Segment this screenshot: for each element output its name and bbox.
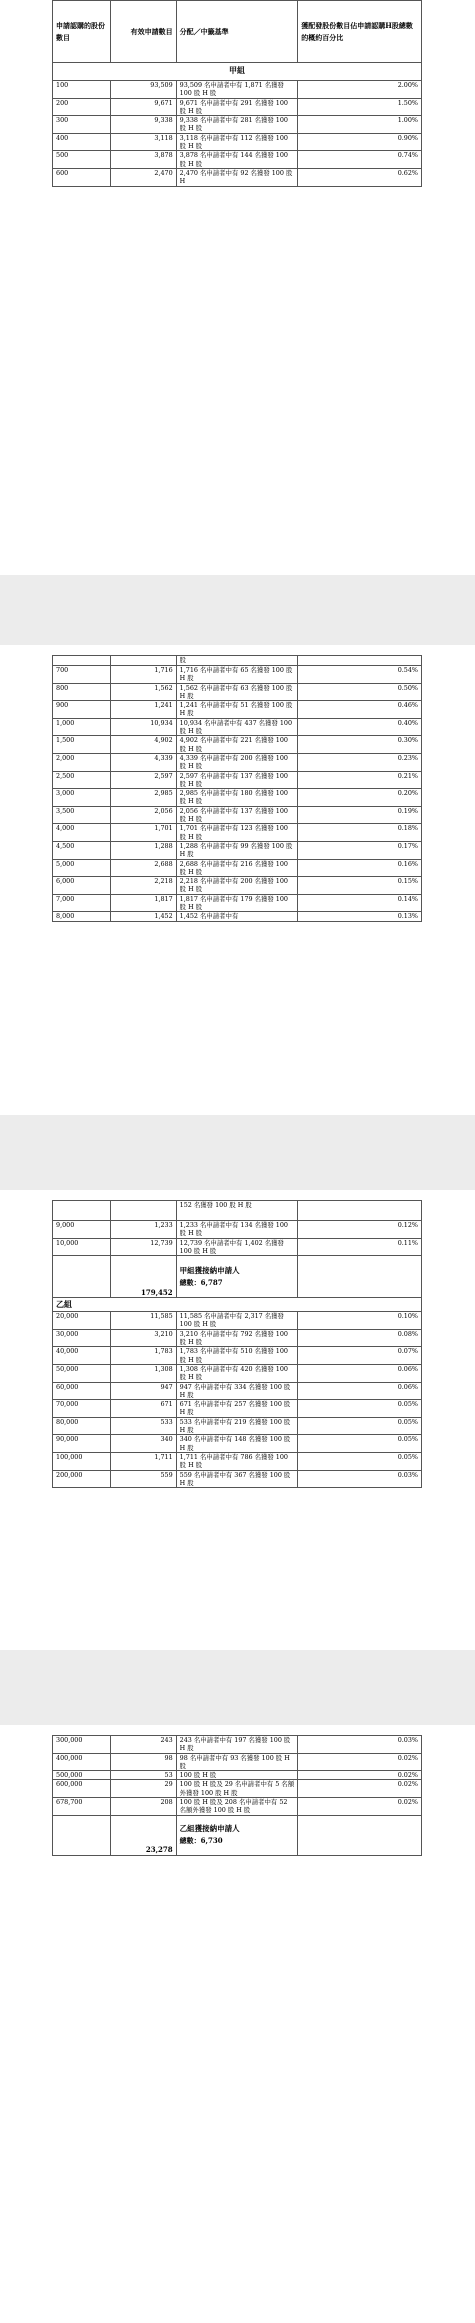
percentage-cell: 0.17% [298,841,422,859]
shares-applied-cell: 678,700 [53,1798,111,1816]
percentage-cell: 0.12% [298,1221,422,1239]
allotment-basis-cell: 1,783 名申請者中有 510 名獲發 100 股 H 股 [176,1347,298,1365]
shares-applied-cell: 100,000 [53,1452,111,1470]
allotment-basis-cell: 100 股 H 股及 29 名申請者中有 5 名額外獲發 100 股 H 股 [176,1780,298,1798]
valid-applications-cell: 11,585 [110,1312,176,1330]
allotment-basis-cell: 1,233 名申請者中有 134 名獲發 100 股 H 股 [176,1221,298,1239]
table-row [53,806,422,824]
percentage-cell: 0.46% [298,701,422,719]
table-row [53,1400,422,1418]
allotment-table-page-4 [52,1735,422,1856]
percentage-cell: 0.30% [298,736,422,754]
table-row [53,1780,422,1798]
table-row [53,1798,422,1816]
percentage-cell: 0.90% [298,133,422,151]
valid-applications-cell: 243 [110,1736,176,1754]
table-row [53,1382,422,1400]
percentage-cell: 0.40% [298,718,422,736]
valid-applications-cell: 4,902 [110,736,176,754]
valid-applications-cell: 559 [110,1470,176,1488]
header-valid-applications: 有效申請數目 [110,1,176,63]
shares-applied-cell: 2,000 [53,753,111,771]
allotment-basis-cell: 2,688 名申請者中有 216 名獲發 100 股 H 股 [176,859,298,877]
table-row [53,133,422,151]
shares-applied-cell: 400 [53,133,111,151]
table-row [53,98,422,116]
shares-applied-cell: 900 [53,701,111,719]
table-header-row [53,1,422,63]
table-row [53,1753,422,1771]
shares-applied-cell: 200 [53,98,111,116]
table-row [53,683,422,701]
pool-b-total-label: 乙組獲接納申請人 [179,1824,240,1834]
allotment-basis-cell: 2,470 名申請者中有 92 名獲發 100 股 H [176,168,298,186]
allotment-basis-cell: 3,210 名申請者中有 792 名獲發 100 股 H 股 [176,1329,298,1347]
table-row [53,1417,422,1435]
table-row [53,168,422,186]
percentage-cell: 0.18% [298,824,422,842]
allotment-basis-cell: 3,878 名申請者中有 144 名獲發 100 股 H 股 [176,151,298,169]
percentage-cell: 0.03% [298,1736,422,1754]
allotment-basis-cell: 2,985 名申請者中有 180 名獲發 100 股 H 股 [176,789,298,807]
shares-applied-cell: 600,000 [53,1780,111,1798]
shares-applied-cell: 90,000 [53,1435,111,1453]
percentage-cell: 1.00% [298,116,422,134]
table-row [53,1312,422,1330]
pool-a-rows-page-2 [53,666,422,922]
table-row [53,841,422,859]
percentage-cell: 0.02% [298,1798,422,1816]
shares-applied-cell: 6,000 [53,877,111,895]
allotment-basis-cell: 93,509 名申請者中有 1,871 名獲發 100 股 H 股 [176,81,298,99]
valid-applications-cell: 208 [110,1798,176,1816]
allotment-basis-cell: 4,902 名申請者中有 221 名獲發 100 股 H 股 [176,736,298,754]
pool-a-total-label: 甲組獲接納申請人 [179,1265,240,1275]
table-row [53,116,422,134]
percentage-cell: 0.02% [298,1753,422,1771]
allotment-basis-cell: 4,339 名申請者中有 200 名獲發 100 股 H 股 [176,753,298,771]
percentage-cell: 0.07% [298,1347,422,1365]
table-row [53,1771,422,1780]
table-row [53,81,422,99]
valid-applications-cell: 533 [110,1417,176,1435]
shares-applied-cell: 5,000 [53,859,111,877]
valid-applications-cell: 93,509 [110,81,176,99]
table-row [53,877,422,895]
table-row [53,736,422,754]
pool-a-rows-page-1 [53,81,422,187]
percentage-cell: 0.08% [298,1329,422,1347]
percentage-cell: 2.00% [298,81,422,99]
valid-applications-cell: 671 [110,1400,176,1418]
pool-a-total-value: 總數：6,787 [179,1277,223,1287]
percentage-cell: 0.10% [298,1312,422,1330]
table-row [53,1364,422,1382]
allotment-table-page-2 [52,655,422,922]
valid-applications-cell: 1,452 [110,912,176,921]
percentage-cell: 0.02% [298,1771,422,1780]
shares-applied-cell: 40,000 [53,1347,111,1365]
shares-applied-cell: 20,000 [53,1312,111,1330]
valid-applications-cell: 1,716 [110,666,176,684]
allotment-basis-cell: 100 股 H 股及 208 名申請者中有 52 名額外獲發 100 股 H 股 [176,1798,298,1816]
valid-applications-cell: 1,783 [110,1347,176,1365]
table-row [53,1238,422,1256]
shares-applied-cell: 4,500 [53,841,111,859]
allotment-table-page-1 [52,0,422,187]
percentage-cell: 0.13% [298,912,422,921]
valid-applications-cell: 12,739 [110,1238,176,1256]
allotment-basis-cell: 12,739 名申請者中有 1,402 名獲發 100 股 H 股 [176,1238,298,1256]
percentage-cell: 0.19% [298,806,422,824]
continuation-text: 股 [176,656,298,666]
shares-applied-cell: 50,000 [53,1364,111,1382]
continuation-text: 152 名獲發 100 股 H 股 [176,1201,298,1221]
shares-applied-cell: 300 [53,116,111,134]
shares-applied-cell: 500,000 [53,1771,111,1780]
table-row [53,666,422,684]
percentage-cell: 0.06% [298,1364,422,1382]
percentage-cell: 0.05% [298,1452,422,1470]
valid-applications-cell: 2,688 [110,859,176,877]
table-row [53,1347,422,1365]
valid-applications-cell: 2,597 [110,771,176,789]
table-row [53,1736,422,1754]
percentage-cell: 0.16% [298,859,422,877]
percentage-cell: 0.06% [298,1382,422,1400]
shares-applied-cell: 8,000 [53,912,111,921]
valid-applications-cell: 9,671 [110,98,176,116]
shares-applied-cell: 70,000 [53,1400,111,1418]
valid-applications-cell: 2,470 [110,168,176,186]
valid-applications-cell: 10,934 [110,718,176,736]
shares-applied-cell: 2,500 [53,771,111,789]
valid-applications-cell: 9,338 [110,116,176,134]
percentage-cell: 0.54% [298,666,422,684]
allotment-basis-cell: 1,701 名申請者中有 123 名獲發 100 股 H 股 [176,824,298,842]
table-row [53,894,422,912]
allotment-basis-cell: 2,056 名申請者中有 137 名獲發 100 股 H 股 [176,806,298,824]
shares-applied-cell: 3,500 [53,806,111,824]
shares-applied-cell: 30,000 [53,1329,111,1347]
valid-applications-cell: 1,817 [110,894,176,912]
valid-applications-cell: 2,985 [110,789,176,807]
valid-applications-cell: 2,056 [110,806,176,824]
pool-b-rows-page-4 [53,1736,422,1816]
table-row [53,1452,422,1470]
valid-applications-cell: 53 [110,1771,176,1780]
allotment-basis-cell: 1,241 名申請者中有 51 名獲發 100 股 H 股 [176,701,298,719]
shares-applied-cell: 100 [53,81,111,99]
table-row [53,753,422,771]
table-row [53,859,422,877]
percentage-cell: 0.20% [298,789,422,807]
table-row [53,771,422,789]
allotment-basis-cell: 1,562 名申請者中有 63 名獲發 100 股 H 股 [176,683,298,701]
table-row [53,718,422,736]
valid-applications-cell: 29 [110,1780,176,1798]
continuation-row [53,1201,422,1221]
page-4 [0,1725,475,2323]
allotment-basis-cell: 1,452 名申請者中有 [176,912,298,921]
table-row [53,824,422,842]
page-3 [0,1190,475,1650]
pool-b-total-value: 總數：6,730 [179,1836,223,1846]
header-percentage: 獲配發股份數目佔申請認購H股總數的概約百分比 [298,1,422,63]
valid-applications-cell: 1,562 [110,683,176,701]
valid-applications-cell: 1,233 [110,1221,176,1239]
header-shares-applied: 申請認購的股份數目 [53,1,111,63]
valid-applications-cell: 1,288 [110,841,176,859]
percentage-cell: 0.23% [298,753,422,771]
shares-applied-cell: 500 [53,151,111,169]
pool-a-title: 甲組 [53,63,422,81]
percentage-cell: 0.02% [298,1780,422,1798]
allotment-basis-cell: 533 名申請者中有 219 名獲發 100 股 H 股 [176,1417,298,1435]
shares-applied-cell: 800 [53,683,111,701]
table-row [53,789,422,807]
page-gap-1 [0,575,475,645]
page-gap-3 [0,1650,475,1725]
page-2 [0,645,475,1115]
percentage-cell: 0.15% [298,877,422,895]
allotment-basis-cell: 100 股 H 股 [176,1771,298,1780]
percentage-cell: 0.62% [298,168,422,186]
page-1 [0,0,475,575]
shares-applied-cell: 60,000 [53,1382,111,1400]
allotment-basis-cell: 1,308 名申請者中有 420 名獲發 100 股 H 股 [176,1364,298,1382]
table-row [53,1435,422,1453]
percentage-cell: 0.05% [298,1435,422,1453]
valid-applications-cell: 2,218 [110,877,176,895]
percentage-cell: 1.50% [298,98,422,116]
pool-a-title-row [53,63,422,81]
pool-b-rows-page-3 [53,1312,422,1488]
allotment-table-page-3 [52,1200,422,1488]
pool-b-total-applications: 23,278 [110,1815,176,1855]
shares-applied-cell: 700 [53,666,111,684]
allotment-basis-cell: 2,597 名申請者中有 137 名獲發 100 股 H 股 [176,771,298,789]
percentage-cell: 0.14% [298,894,422,912]
table-row [53,1470,422,1488]
table-row [53,912,422,921]
valid-applications-cell: 1,701 [110,824,176,842]
allotment-basis-cell: 340 名申請者中有 148 名獲發 100 股 H 股 [176,1435,298,1453]
shares-applied-cell: 7,000 [53,894,111,912]
valid-applications-cell: 1,711 [110,1452,176,1470]
percentage-cell: 0.03% [298,1470,422,1488]
header-basis: 分配／中籤基準 [176,1,298,63]
shares-applied-cell: 400,000 [53,1753,111,1771]
allotment-basis-cell: 243 名申請者中有 197 名獲發 100 股 H 股 [176,1736,298,1754]
shares-applied-cell: 1,000 [53,718,111,736]
allotment-basis-cell: 11,585 名申請者中有 2,317 名獲發 100 股 H 股 [176,1312,298,1330]
allotment-basis-cell: 1,711 名申請者中有 786 名獲發 100 股 H 股 [176,1452,298,1470]
allotment-basis-cell: 1,288 名申請者中有 99 名獲發 100 股 H 股 [176,841,298,859]
pool-a-total-applications: 179,452 [110,1256,176,1298]
table-row [53,151,422,169]
percentage-cell: 0.50% [298,683,422,701]
pool-b-title-row [53,1298,422,1312]
shares-applied-cell: 300,000 [53,1736,111,1754]
shares-applied-cell: 200,000 [53,1470,111,1488]
valid-applications-cell: 3,210 [110,1329,176,1347]
pool-b-total-row [53,1815,422,1855]
valid-applications-cell: 3,878 [110,151,176,169]
percentage-cell: 0.05% [298,1400,422,1418]
allotment-basis-cell: 10,934 名申請者中有 437 名獲發 100 股 H 股 [176,718,298,736]
shares-applied-cell: 1,500 [53,736,111,754]
allotment-basis-cell: 1,716 名申請者中有 65 名獲發 100 股 H 股 [176,666,298,684]
shares-applied-cell: 600 [53,168,111,186]
allotment-basis-cell: 671 名申請者中有 257 名獲發 100 股 H 股 [176,1400,298,1418]
shares-applied-cell: 4,000 [53,824,111,842]
allotment-basis-cell: 9,338 名申請者中有 281 名獲發 100 股 H 股 [176,116,298,134]
valid-applications-cell: 98 [110,1753,176,1771]
shares-applied-cell: 80,000 [53,1417,111,1435]
table-row [53,1329,422,1347]
shares-applied-cell: 10,000 [53,1238,111,1256]
table-row [53,701,422,719]
valid-applications-cell: 1,308 [110,1364,176,1382]
pool-b-title: 乙組 [53,1298,422,1312]
valid-applications-cell: 3,118 [110,133,176,151]
valid-applications-cell: 340 [110,1435,176,1453]
page-gap-2 [0,1115,475,1190]
table-row [53,1221,422,1239]
pool-a-rows-page-3 [53,1221,422,1256]
allotment-basis-cell: 947 名申請者中有 334 名獲發 100 股 H 股 [176,1382,298,1400]
percentage-cell: 0.21% [298,771,422,789]
allotment-basis-cell: 559 名申請者中有 367 名獲發 100 股 H 股 [176,1470,298,1488]
allotment-basis-cell: 9,671 名申請者中有 291 名獲發 100 股 H 股 [176,98,298,116]
valid-applications-cell: 1,241 [110,701,176,719]
valid-applications-cell: 4,339 [110,753,176,771]
percentage-cell: 0.74% [298,151,422,169]
percentage-cell: 0.11% [298,1238,422,1256]
shares-applied-cell: 9,000 [53,1221,111,1239]
allotment-basis-cell: 98 名申請者中有 93 名獲發 100 股 H 股 [176,1753,298,1771]
allotment-basis-cell: 2,218 名申請者中有 200 名獲發 100 股 H 股 [176,877,298,895]
allotment-basis-cell: 3,118 名申請者中有 112 名獲發 100 股 H 股 [176,133,298,151]
valid-applications-cell: 947 [110,1382,176,1400]
percentage-cell: 0.05% [298,1417,422,1435]
shares-applied-cell: 3,000 [53,789,111,807]
allotment-basis-cell: 1,817 名申請者中有 179 名獲發 100 股 H 股 [176,894,298,912]
pool-a-total-row [53,1256,422,1298]
continuation-row [53,656,422,666]
